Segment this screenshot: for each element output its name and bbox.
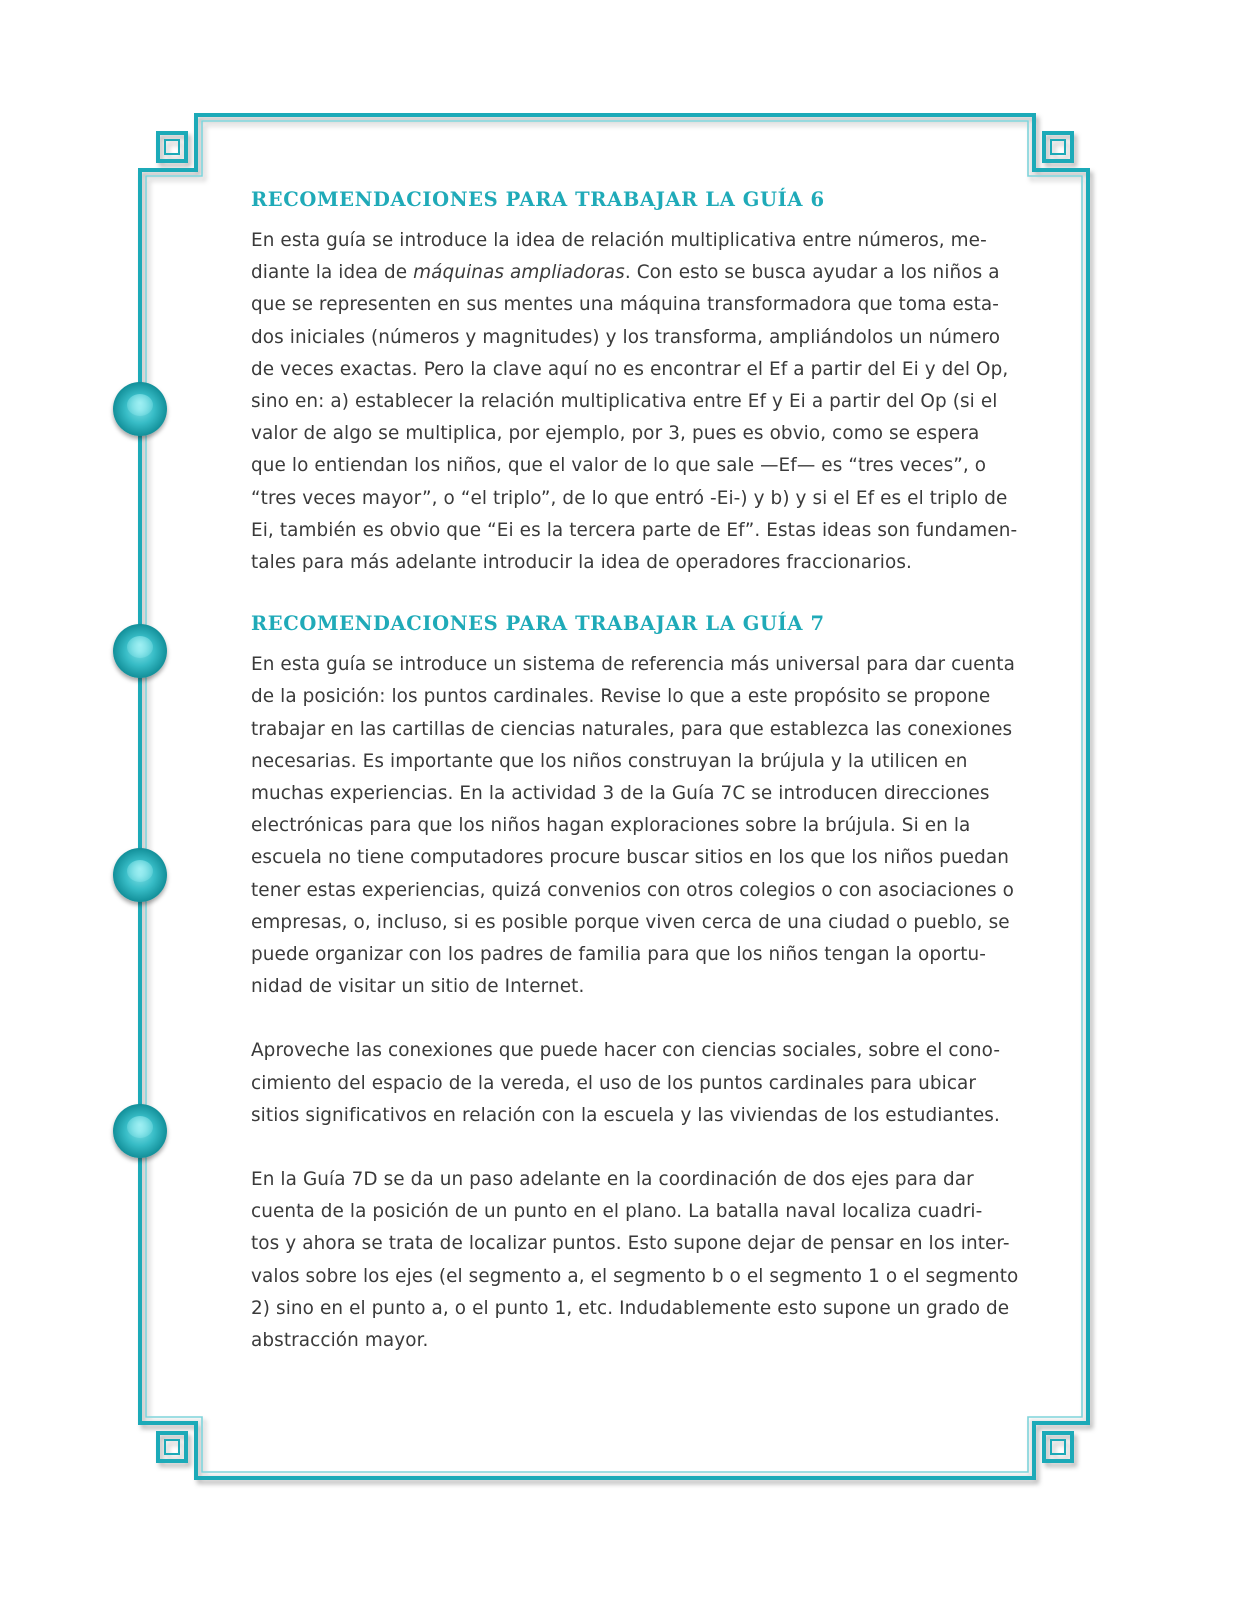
text-line: Aproveche las conexiones que puede hacer con ciencias sociales, sobre el cono- [251, 1040, 1001, 1062]
text-line: sino en: a) establecer la relación multiplicativa entre Ef y Ei a partir del Op (si el [251, 391, 998, 413]
text-line: que lo entiendan los niños, que el valor de lo que sale —Ef— es “tres veces”, o [251, 455, 987, 477]
text-line: En la Guía 7D se da un paso adelante en la coordinación de dos ejes para dar [251, 1169, 974, 1191]
paragraph-ciencias-sociales [251, 1035, 1031, 1132]
section-heading-guia-7: RECOMENDACIONES PARA TRABAJAR LA GUÍA 7 [251, 612, 825, 636]
text-line: muchas experiencias. En la actividad 3 de la Guía 7C se introducen direcciones [251, 783, 990, 805]
text-line: Ei, también es obvio que “Ei es la tercera parte de Ef”. Estas ideas son fundamen- [251, 519, 1018, 541]
text-line: tales para más adelante introducir la idea de operadores fraccionarios. [251, 552, 912, 574]
page-content [251, 188, 1031, 1357]
section-heading-guia-6: RECOMENDACIONES PARA TRABAJAR LA GUÍA 6 [251, 188, 825, 211]
text-line: dos iniciales (números y magnitudes) y los transforma, ampliándolos un número [251, 326, 1001, 348]
text-line: tos y ahora se trata de localizar puntos. Esto supone dejar de pensar en los inter- [251, 1233, 1010, 1255]
paragraph-guia-7d [251, 1164, 1031, 1357]
text-line: puede organizar con los padres de familia para que los niños tengan la oportu- [251, 944, 987, 966]
text-line: diante la idea de máquinas ampliadoras. Con esto se busca ayudar a los niños a [251, 262, 1000, 284]
text-line: valos sobre los ejes (el segmento a, el segmento b o el segmento 1 o el segmento [251, 1265, 1019, 1287]
binder-ring-icon [113, 848, 167, 902]
section-body-guia-6 [251, 225, 1031, 579]
text-line: valor de algo se multiplica, por ejemplo, por 3, pues es obvio, como se espera [251, 423, 980, 445]
text-line: escuela no tiene computadores procure buscar sitios en los que los niños puedan [251, 847, 1009, 869]
text-line: de veces exactas. Pero la clave aquí no es encontrar el Ef a partir del Ei y del Op, [251, 358, 1009, 380]
emphasis-text: máquinas ampliadoras [413, 262, 625, 284]
text-line: cimiento del espacio de la vereda, el uso de los puntos cardinales para ubicar [251, 1072, 977, 1094]
text-line: necesarias. Es importante que los niños construyan la brújula y la utilicen en [251, 750, 968, 772]
binder-ring-icon [113, 382, 167, 436]
text-line: tener estas experiencias, quizá convenios con otros colegios o con asociaciones o [251, 879, 1015, 901]
section-body-guia-7 [251, 649, 1031, 1003]
text-line: En esta guía se introduce la idea de relación multiplicativa entre números, me- [251, 230, 987, 251]
text-line: que se representen en sus mentes una máquina transformadora que toma esta- [251, 294, 999, 316]
binder-ring-icon [113, 1104, 167, 1158]
text-line: “tres veces mayor”, o “el triplo”, de lo que entró -Ei-) y b) y si el Ef es el triplo de [251, 487, 1008, 509]
text-line: nidad de visitar un sitio de Internet. [251, 976, 585, 998]
text-line: sitios significativos en relación con la escuela y las viviendas de los estudiantes. [251, 1104, 1000, 1126]
text-line: abstracción mayor. [251, 1330, 429, 1352]
binder-ring-icon [113, 624, 167, 678]
text-line: de la posición: los puntos cardinales. Revise lo que a este propósito se propone [251, 686, 991, 708]
text-line: electrónicas para que los niños hagan exploraciones sobre la brújula. Si en la [251, 815, 971, 837]
text-line: En esta guía se introduce un sistema de referencia más universal para dar cuenta [251, 654, 1015, 676]
text-line: 2) sino en el punto a, o el punto 1, etc. Indudablemente esto supone un grado de [251, 1297, 1010, 1319]
text-line: cuenta de la posición de un punto en el plano. La batalla naval localiza cuadri- [251, 1201, 983, 1223]
text-line: empresas, o, incluso, si es posible porque viven cerca de una ciudad o pueblo, se [251, 911, 1010, 933]
text-line: trabajar en las cartillas de ciencias naturales, para que establezca las conexiones [251, 718, 1013, 740]
